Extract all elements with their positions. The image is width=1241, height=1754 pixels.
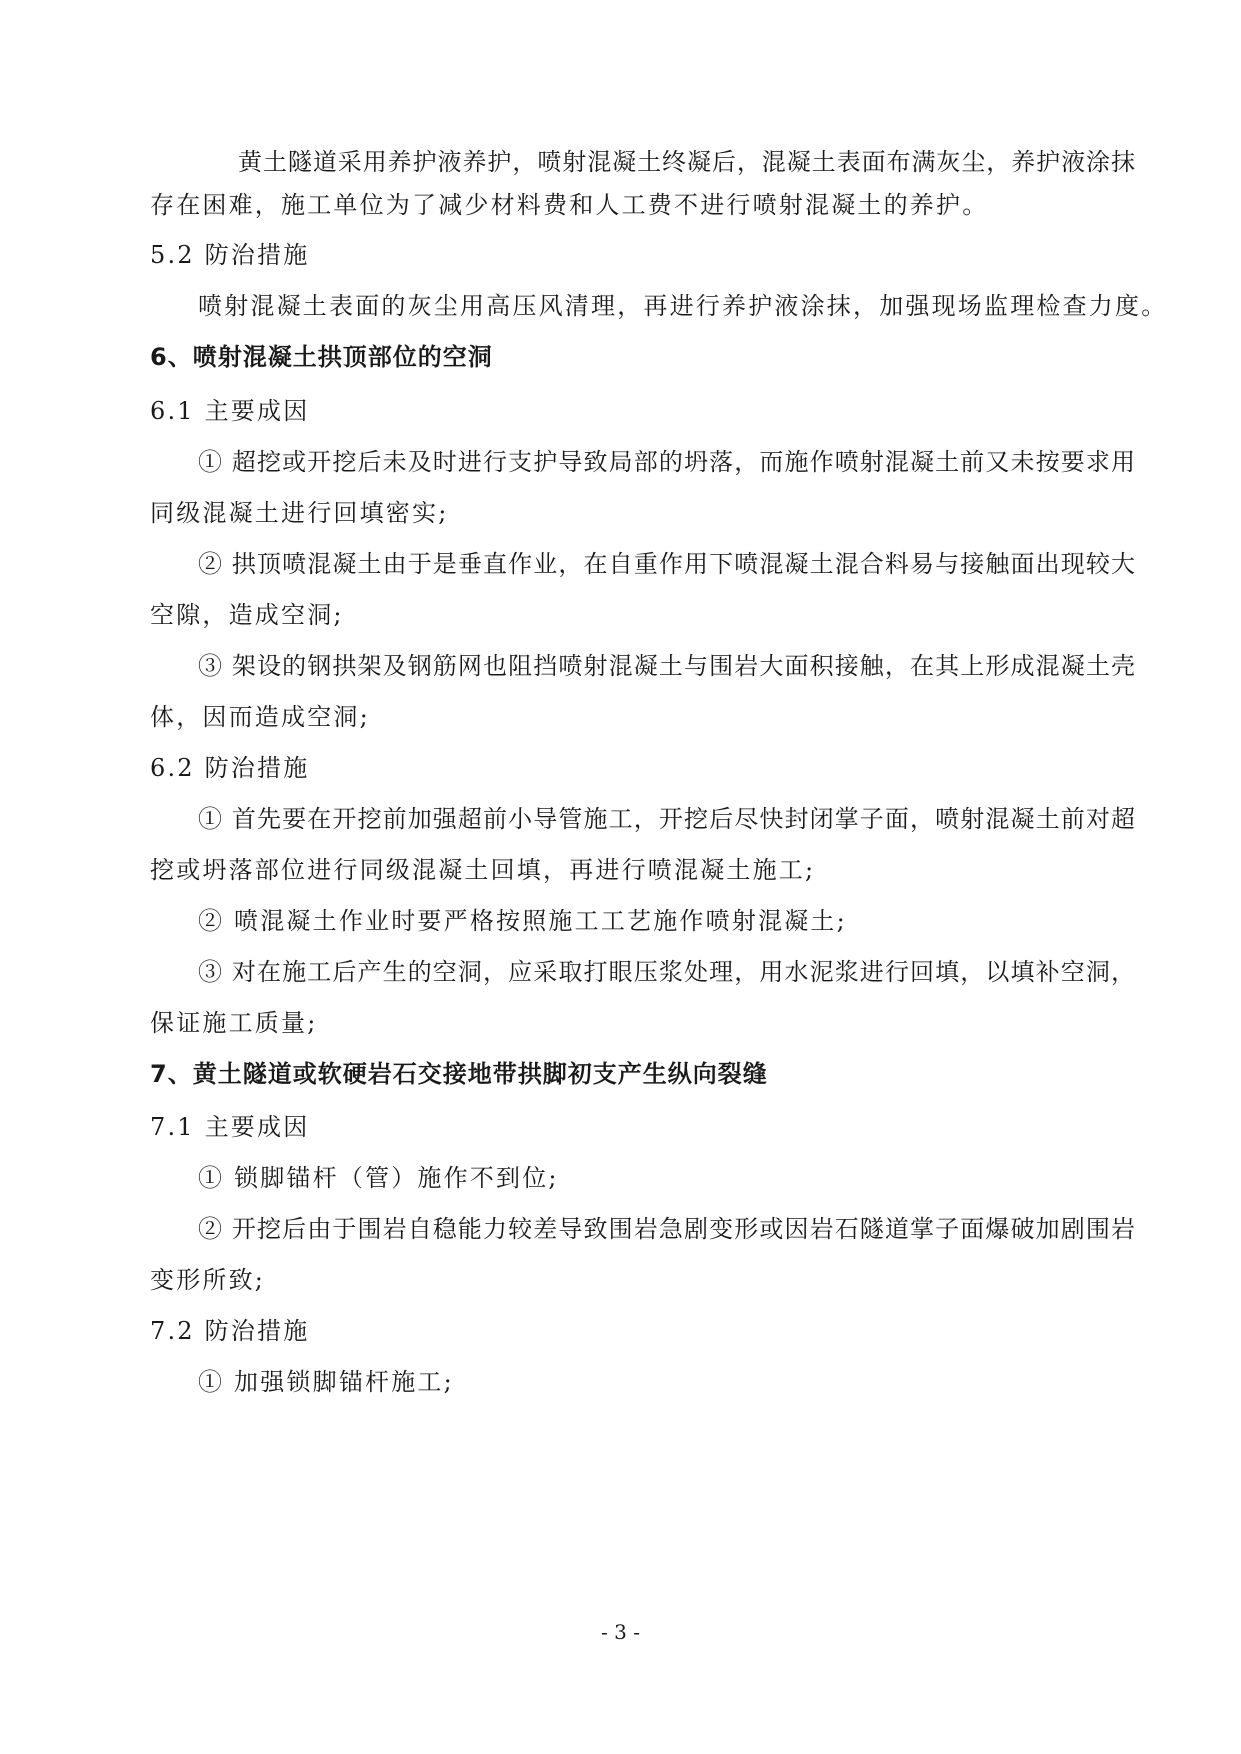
list-item-line: 体，因而造成空洞; [150, 703, 370, 731]
list-item-line: ③ 架设的钢拱架及钢筋网也阻挡喷射混凝土与围岩大面积接触，在其上形成混凝土壳 [198, 652, 1135, 680]
chapter-heading-7: 7、黄土隧道或软硬岩石交接地带拱脚初支产生纵向裂缝 [150, 1060, 768, 1088]
list-item-line: ② 喷混凝土作业时要严格按照施工工艺施作喷射混凝土; [198, 907, 847, 935]
list-item-line: 变形所致; [150, 1266, 266, 1294]
list-item-line: ① 锁脚锚杆（管）施作不到位; [198, 1164, 559, 1192]
section-heading-7-2: 7.2 防治措施 [150, 1317, 310, 1345]
list-item-line: ① 加强锁脚锚杆施工; [198, 1368, 454, 1396]
list-item-line: 空隙，造成空洞; [150, 601, 344, 629]
paragraph-line: 存在困难，施工单位为了减少材料费和人工费不进行喷射混凝土的养护。 [150, 191, 989, 219]
list-item-line: ② 开挖后由于围岩自稳能力较差导致围岩急剧变形或因岩石隧道掌子面爆破加剧围岩 [198, 1215, 1135, 1243]
section-heading-6-1: 6.1 主要成因 [150, 397, 310, 425]
list-item-line: ① 超挖或开挖后未及时进行支护导致局部的坍落，而施作喷射混凝土前又未按要求用 [198, 448, 1135, 476]
list-item-line: ① 首先要在开挖前加强超前小导管施工，开挖后尽快封闭掌子面，喷射混凝土前对超 [198, 805, 1135, 833]
list-item-line: ③ 对在施工后产生的空洞，应采取打眼压浆处理，用水泥浆进行回填，以填补空洞， [198, 958, 1135, 986]
paragraph-line: 黄土隧道采用养护液养护，喷射混凝土终凝后，混凝土表面布满灰尘，养护液涂抹 [238, 148, 1135, 176]
section-heading-5-2: 5.2 防治措施 [150, 241, 310, 269]
list-item-line: 同级混凝土进行回填密实; [150, 499, 449, 527]
paragraph-line: 喷射混凝土表面的灰尘用高压风清理，再进行养护液涂抹，加强现场监理检查力度。 [198, 292, 1168, 320]
list-item-line: ② 拱顶喷混凝土由于是垂直作业，在自重作用下喷混凝土混合料易与接触面出现较大 [198, 550, 1135, 578]
section-heading-7-1: 7.1 主要成因 [150, 1113, 310, 1141]
page-number: - 3 - [601, 1620, 640, 1644]
list-item-line: 挖或坍落部位进行同级混凝土回填，再进行喷混凝土施工; [150, 856, 816, 884]
chapter-heading-6: 6、喷射混凝土拱顶部位的空洞 [150, 343, 493, 371]
list-item-line: 保证施工质量; [150, 1009, 318, 1037]
section-heading-6-2: 6.2 防治措施 [150, 754, 310, 782]
